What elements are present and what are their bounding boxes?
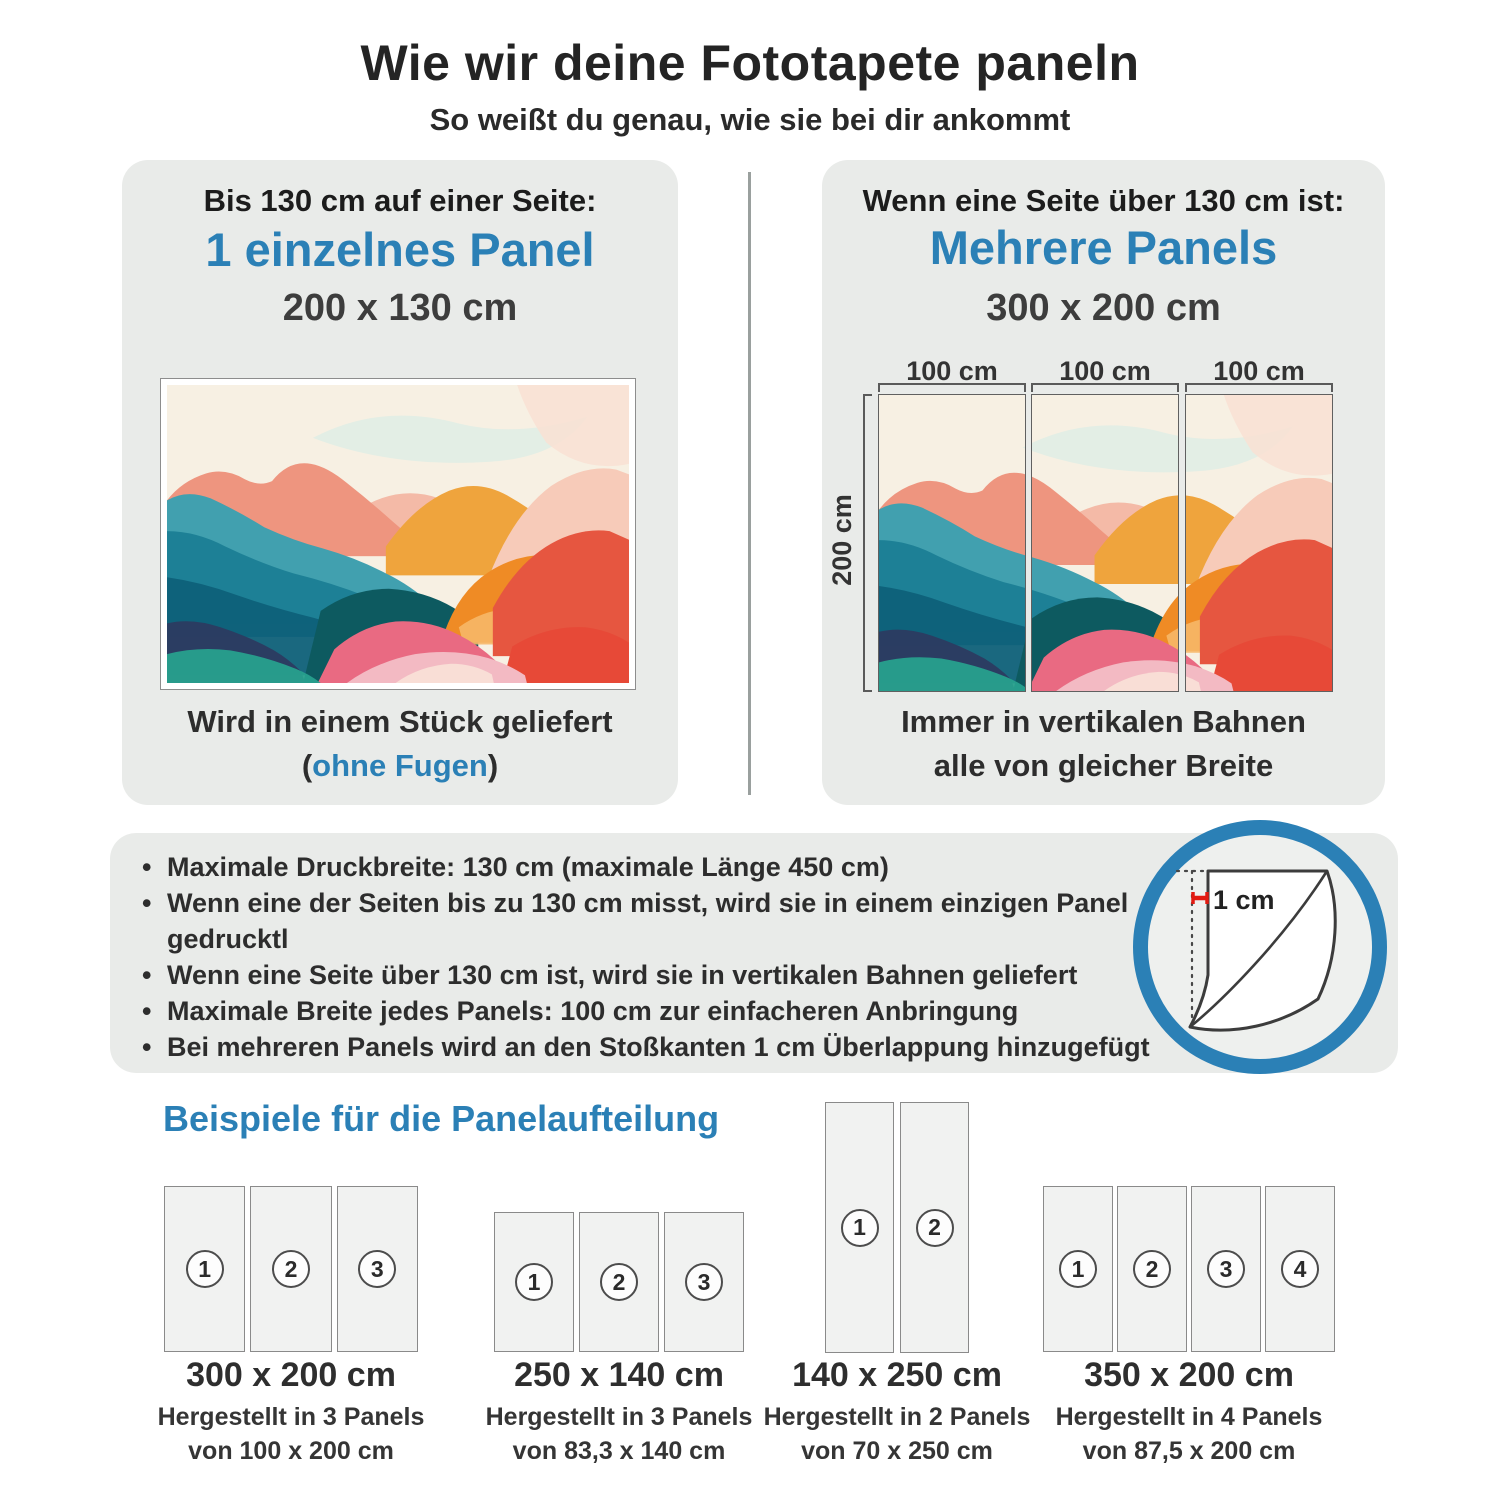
single-panel-heading: Bis 130 cm auf einer Seite: [203,183,597,218]
panel-number-badge: 3 [1207,1250,1245,1288]
single-panel-title: 1 einzelnes Panel [205,223,595,276]
info-bullet: • Maximale Druckbreite: 130 cm (maximale Länge 450 cm) [140,849,1150,885]
page-curl-icon [1148,835,1372,1059]
example-label [1014,1356,1364,1466]
panel [337,1186,418,1352]
panel-number-badge: 2 [600,1263,638,1301]
example-panel-size: von 100 x 200 cm [188,1437,394,1465]
width-label-1: 100 cm [906,356,998,386]
example-panels-140x250 [825,1102,969,1353]
wallpaper-preview-single [160,378,636,690]
single-panel-size: 200 x 130 cm [282,287,518,329]
multi-panel-title: Mehrere Panels [929,221,1278,274]
example-made-in: Hergestellt in 2 Panels [763,1403,1031,1431]
example-size: 250 x 140 cm [514,1356,724,1394]
card-divider [748,172,751,795]
example-label [116,1356,466,1466]
no-seams-highlight: ohne Fugen [312,748,488,783]
watercolor-image [1031,395,1179,691]
multi-panel-heading: Wenn eine Seite über 130 cm ist: [862,183,1345,218]
panel-number-badge: 1 [841,1209,879,1247]
example-size: 140 x 250 cm [792,1356,1002,1394]
panel [1265,1186,1335,1352]
page-title: Wie wir deine Fototapete paneln [360,35,1140,91]
panel [579,1212,659,1352]
panel-number-badge: 2 [1133,1250,1171,1288]
overlap-diagram-circle [1133,820,1387,1074]
paren-close: ) [487,748,499,783]
multi-panel-size: 300 x 200 cm [986,287,1221,329]
width-bracket [1185,383,1333,392]
panel [164,1186,245,1352]
multi-delivery-line2: alle von gleicher Breite [933,748,1274,783]
paren-open: ( [301,748,313,783]
height-measure-line [863,394,872,692]
single-delivery-line: Wird in einem Stück geliefert [187,704,613,739]
image-strip-1 [878,394,1026,692]
panel-number-badge: 3 [685,1263,723,1301]
panel-number-badge: 1 [515,1263,553,1301]
panel [664,1212,744,1352]
panel [1117,1186,1187,1352]
example-size: 350 x 200 cm [1084,1356,1294,1394]
panel [900,1102,969,1353]
image-strip-3 [1185,394,1333,692]
multi-delivery-line1: Immer in vertikalen Bahnen [901,704,1306,739]
panel [1043,1186,1113,1352]
panel-number-badge: 2 [916,1209,954,1247]
info-bullet: • Bei mehreren Panels wird an den Stoßkanten 1 cm Überlappung hinzugefügt [140,1029,1150,1065]
height-label: 200 cm [827,494,857,586]
example-made-in: Hergestellt in 3 Panels [485,1403,753,1431]
panel-number-badge: 1 [1059,1250,1097,1288]
panel [1191,1186,1261,1352]
single-panel-card [122,160,678,805]
info-bullet-list [140,849,1150,1065]
panel-number-badge: 2 [272,1250,310,1288]
panel-number-badge: 1 [186,1250,224,1288]
example-panels-350x200 [1043,1186,1335,1352]
panel-number-badge: 4 [1281,1250,1319,1288]
multi-panel-card [822,160,1385,805]
width-bracket [1031,383,1179,392]
example-panel-size: von 70 x 250 cm [801,1437,993,1465]
info-bullet: • Maximale Breite jedes Panels: 100 cm zur einfacheren Anbringung [140,993,1150,1029]
example-made-in: Hergestellt in 3 Panels [157,1403,425,1431]
example-size: 300 x 200 cm [186,1356,396,1394]
panel [494,1212,574,1352]
watercolor-image [1185,395,1333,691]
examples-heading: Beispiele für die Panelaufteilung [163,1098,720,1139]
width-bracket [878,383,1026,392]
watercolor-image [879,395,1026,691]
overlap-measure-label: 1 cm [1213,885,1275,915]
single-delivery-note [122,748,678,784]
watercolor-image [167,385,629,683]
example-made-in: Hergestellt in 4 Panels [1055,1403,1323,1431]
width-label-3: 100 cm [1213,356,1305,386]
example-panel-size: von 87,5 x 200 cm [1082,1437,1296,1465]
example-panels-250x140 [494,1212,744,1352]
image-strip-2 [1031,394,1179,692]
info-bullet: • Wenn eine der Seiten bis zu 130 cm misst, wird sie in einem einzigen Panel gedrucktl [140,885,1150,957]
example-panel-size: von 83,3 x 140 cm [512,1437,726,1465]
info-bullet: • Wenn eine Seite über 130 cm ist, wird sie in vertikalen Bahnen geliefert [140,957,1150,993]
width-label-2: 100 cm [1059,356,1151,386]
panel-number-badge: 3 [358,1250,396,1288]
example-panels-300x200 [164,1186,418,1352]
panel [825,1102,894,1353]
panel [250,1186,331,1352]
page-subtitle: So weißt du genau, wie sie bei dir ankommt [429,102,1071,137]
